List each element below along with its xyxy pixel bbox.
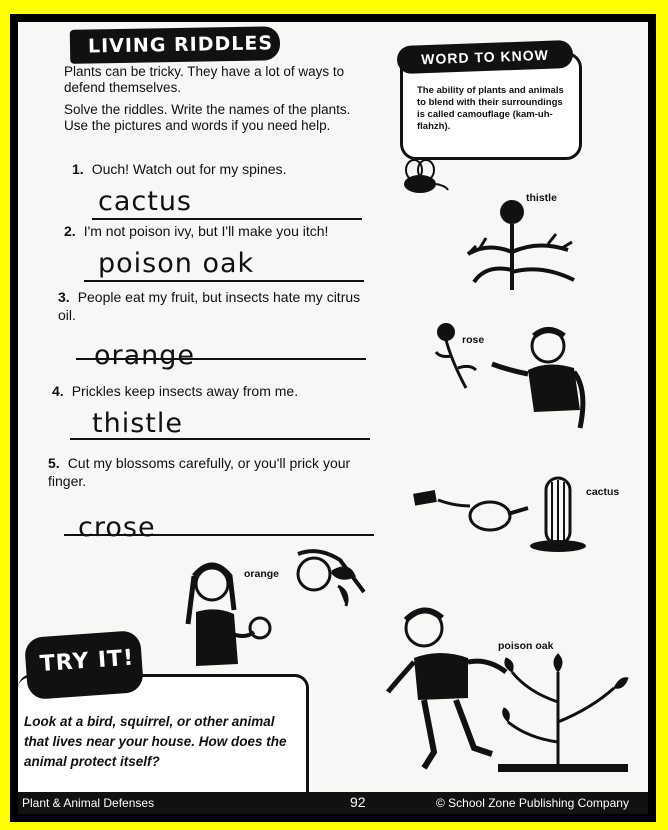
orange-label: orange xyxy=(244,568,280,580)
try-it-prompt: Look at a bird, squirrel, or other animal that lives near your house. How does the animal protect itself? xyxy=(24,714,287,769)
cactus-icon xyxy=(528,472,588,552)
girl-with-orange-icon xyxy=(168,554,278,674)
try-it-badge xyxy=(24,630,144,700)
word-to-know-definition: The ability of plants and animals to blend with their surroundings is called camouflage (kam-uh-flahzh). xyxy=(417,85,564,132)
answer-line xyxy=(64,534,374,536)
riddle-text: Ouch! Watch out for my spines. xyxy=(91,161,287,177)
poison-oak-label: poison oak xyxy=(498,640,554,652)
page-title: LIVING RIDDLES xyxy=(87,32,274,58)
footer-copyright: © School Zone Publishing Company xyxy=(436,796,629,810)
riddle-number: 1. xyxy=(72,161,84,177)
answer-field-4[interactable]: thistle xyxy=(92,408,183,439)
riddle-text: I'm not poison ivy, but I'll make you itch! xyxy=(83,223,329,239)
answer-field-5[interactable]: crose xyxy=(78,512,156,543)
word-to-know-box xyxy=(400,46,582,160)
riddle-number: 5. xyxy=(48,455,60,471)
riddle-1 xyxy=(72,160,286,178)
cactus-label: cactus xyxy=(586,486,620,498)
riddle-5 xyxy=(48,454,378,490)
rose-label: rose xyxy=(462,334,485,346)
poison-oak-plant-icon xyxy=(498,652,628,772)
answer-line xyxy=(92,218,362,220)
thistle-label: thistle xyxy=(526,192,557,204)
answer-field-2[interactable]: poison oak xyxy=(98,248,255,279)
page-number: 92 xyxy=(350,794,366,810)
boy-with-rose-icon xyxy=(488,320,618,430)
answer-field-1[interactable]: cactus xyxy=(98,186,193,217)
riddle-number: 3. xyxy=(58,289,70,305)
thistle-icon xyxy=(458,192,588,292)
footer-section: Plant & Animal Defenses xyxy=(22,796,155,810)
page-footer xyxy=(18,792,648,814)
riddle-number: 2. xyxy=(64,223,76,239)
worksheet-page xyxy=(18,22,648,810)
riddle-number: 4. xyxy=(52,383,64,399)
riddle-2 xyxy=(64,222,328,240)
rose-icon xyxy=(432,322,485,392)
riddle-text: Prickles keep insects away from me. xyxy=(71,383,299,399)
riddle-4 xyxy=(52,382,298,400)
riddle-text: Cut my blossoms carefully, or you'll prick your finger. xyxy=(48,455,351,489)
boy-scratching-icon xyxy=(384,602,514,772)
instructions-text: Solve the riddles. Write the names of the plants. Use the pictures and words if you need help. xyxy=(64,102,351,133)
orange-branch-icon xyxy=(288,542,368,612)
watering-can-icon xyxy=(414,480,534,540)
answer-line xyxy=(70,438,370,440)
try-it-heading: TRY IT! xyxy=(38,645,136,678)
riddle-3 xyxy=(58,288,368,324)
bee-icon xyxy=(390,160,450,200)
intro-text: Plants can be tricky. They have a lot of ways to defend themselves. xyxy=(64,64,345,95)
answer-line xyxy=(76,358,366,360)
answer-field-3[interactable]: orange xyxy=(94,340,196,371)
answer-line xyxy=(84,280,364,282)
word-to-know-heading: WORD TO KNOW xyxy=(397,40,574,74)
riddle-text: People eat my fruit, but insects hate my citrus oil. xyxy=(58,289,361,323)
title-banner xyxy=(70,26,281,64)
worksheet-photo xyxy=(10,14,656,822)
